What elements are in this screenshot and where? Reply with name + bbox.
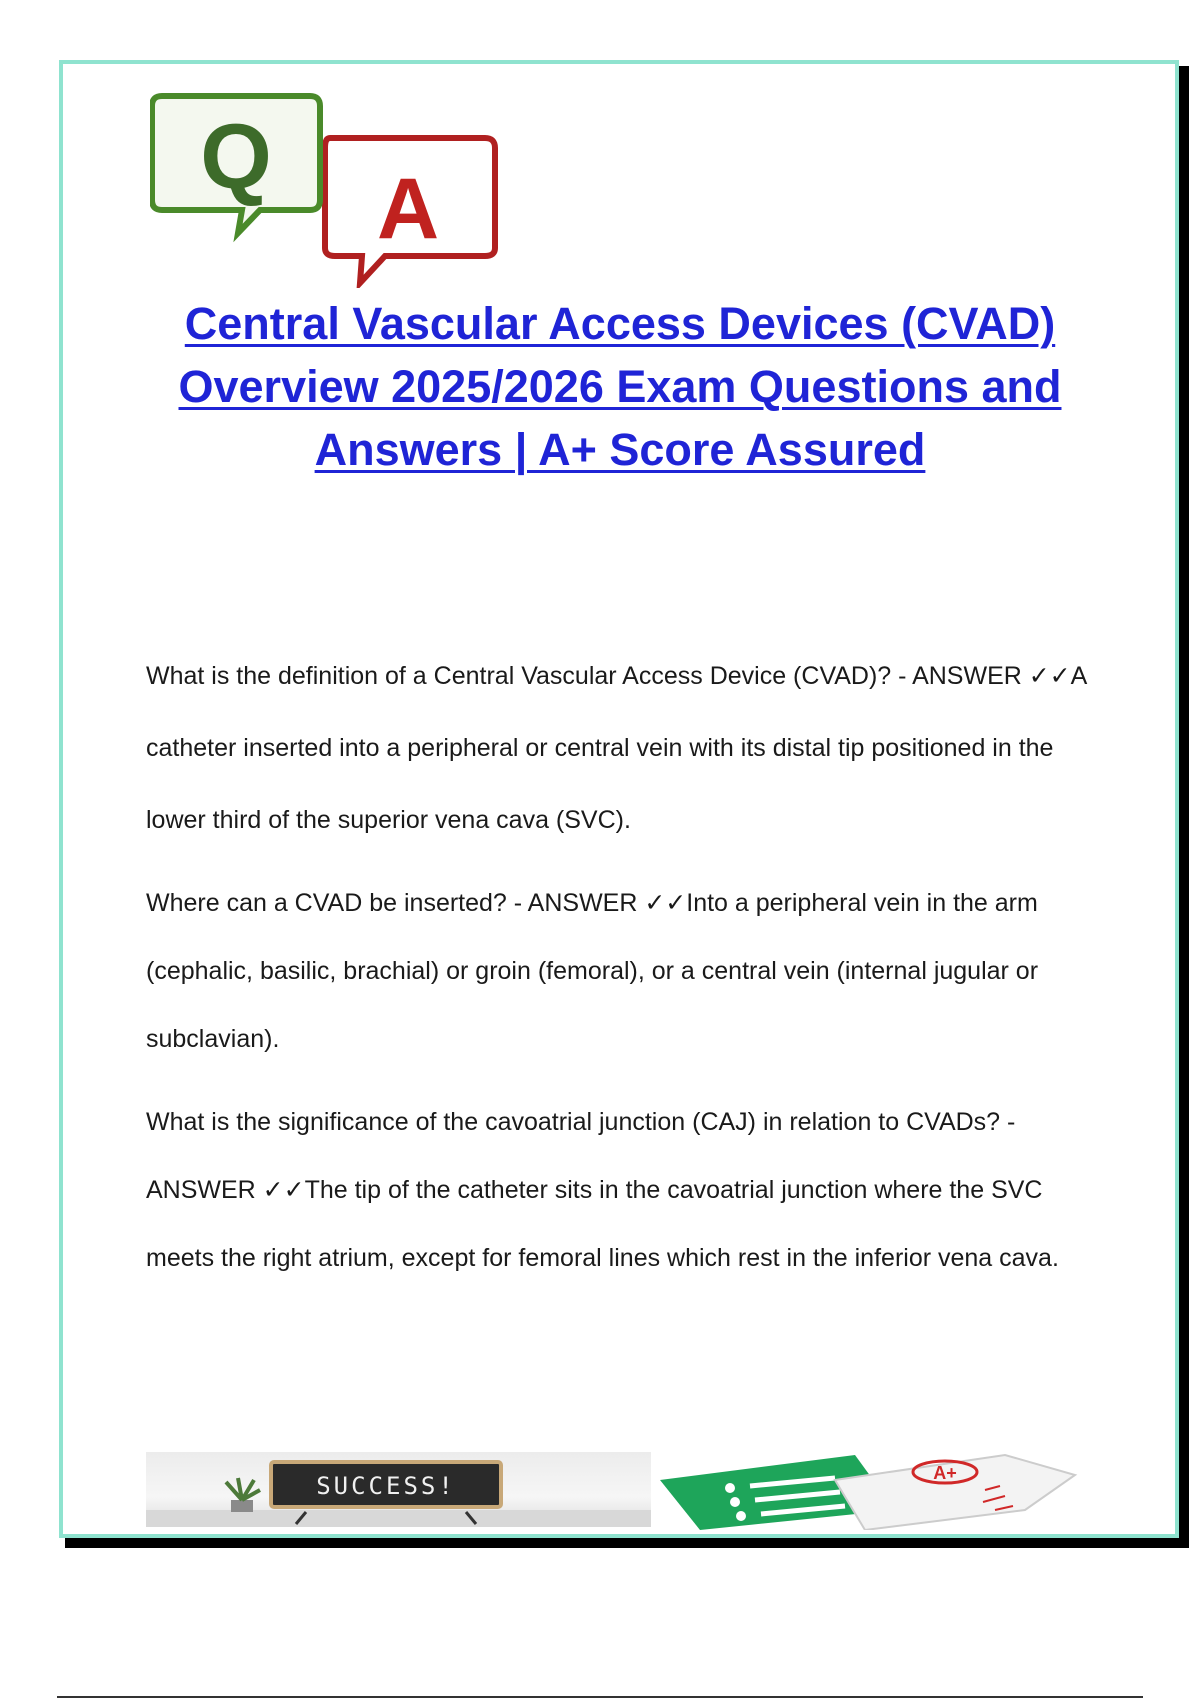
answer-label: ANSWER ✓✓ xyxy=(146,1176,305,1204)
qa-item-2 xyxy=(146,869,1106,1073)
bottom-rule xyxy=(57,1696,1143,1698)
answer-text: The tip of the catheter sits in the cavoatrial junction where the SVC meets the right atrium, except for femoral lines which rest in the inferior vena cava. xyxy=(146,1176,1059,1272)
answer-text: A catheter inserted into a peripheral or central vein with its distal tip positioned in the lower third of the superior vena cava (SVC). xyxy=(146,662,1086,834)
qa-logo xyxy=(150,88,500,288)
logo-letter-q: Q xyxy=(200,106,272,208)
grade-text: A+ xyxy=(933,1463,957,1483)
answer-label: ANSWER ✓✓ xyxy=(527,889,687,917)
document-title: Central Vascular Access Devices (CVAD) Overview 2025/2026 Exam Questions and Answers | A+ Score Assured xyxy=(178,298,1062,475)
question-text: Where can a CVAD be inserted? - xyxy=(146,889,528,917)
question-text: What is the definition of a Central Vascular Access Device (CVAD)? - xyxy=(146,662,913,690)
qa-item-3 xyxy=(146,1088,1106,1292)
success-sign-text: SUCCESS! xyxy=(316,1472,456,1500)
qa-item-1 xyxy=(146,640,1106,856)
success-banner-image xyxy=(146,1452,651,1527)
question-text: What is the significance of the cavoatrial junction (CAJ) in relation to CVADs? - xyxy=(146,1108,1016,1136)
answer-label: ANSWER ✓✓ xyxy=(912,662,1071,690)
logo-letter-a: A xyxy=(376,161,440,257)
checklist-grade-image xyxy=(655,1450,1080,1530)
answer-text: Into a peripheral vein in the arm (cephalic, basilic, brachial) or groin (femoral), or a central vein (internal jugular or subclavian). xyxy=(146,889,1039,1053)
